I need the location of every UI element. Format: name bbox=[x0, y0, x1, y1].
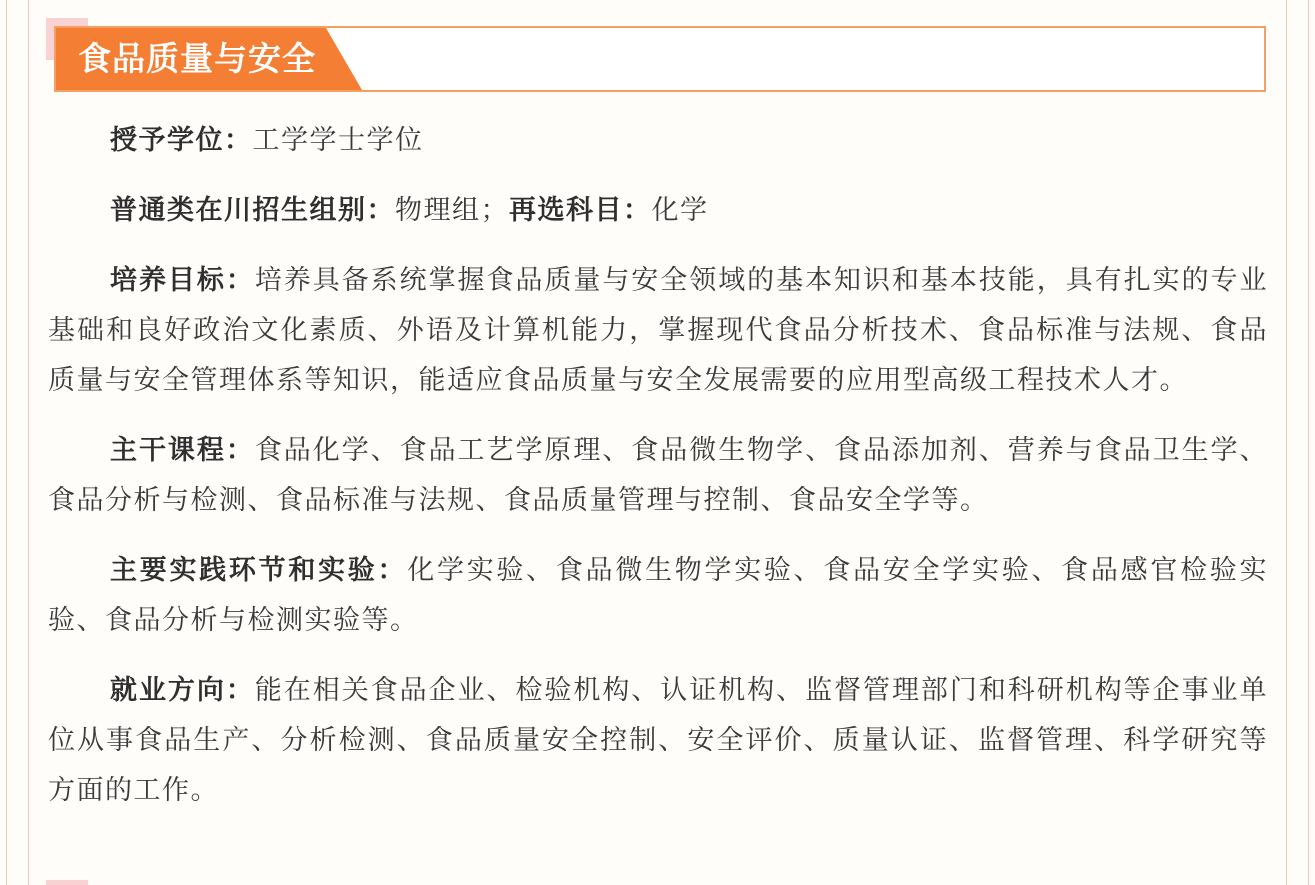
practice-value: 化学实验、食品微生物学实验、食品安全学实验、食品感官检验实验、食品分析与检测实验等。 bbox=[48, 555, 1269, 636]
courses-value: 食品化学、食品工艺学原理、食品微生物学、食品添加剂、营养与食品卫生学、食品分析与检测、食品标准与法规、食品质量管理与控制、食品安全学等。 bbox=[48, 435, 1269, 516]
career-paragraph bbox=[48, 666, 1268, 816]
career-value: 能在相关食品企业、检验机构、认证机构、监督管理部门和科研机构等企事业单位从事食品生产、分析检测、食品质量安全控制、安全评价、质量认证、监督管理、科学研究等方面的工作。 bbox=[48, 675, 1269, 806]
major-description bbox=[48, 116, 1268, 836]
degree-value: 工学学士学位 bbox=[252, 125, 424, 156]
admission-group-value: 物理组； bbox=[395, 195, 509, 226]
practice-paragraph bbox=[48, 546, 1268, 646]
career-label: 就业方向： bbox=[110, 675, 255, 706]
admission-group-label: 普通类在川招生组别： bbox=[110, 195, 395, 226]
section-title: 食品质量与安全 bbox=[78, 39, 316, 78]
elective-subject-label: 再选科目： bbox=[509, 195, 652, 226]
goal-label: 培养目标： bbox=[110, 265, 255, 296]
left-border-rule bbox=[0, 0, 29, 885]
practice-label: 主要实践环节和实验： bbox=[110, 555, 408, 586]
goal-value: 培养具备系统掌握食品质量与安全领域的基本知识和基本技能，具有扎实的专业基础和良好政治文化素质、外语及计算机能力，掌握现代食品分析技术、食品标准与法规、食品质量与安全管理体系等知识，能适应食品质量与安全发展需要的应用型高级工程技术人才。 bbox=[48, 265, 1269, 396]
decorative-square-bottom bbox=[46, 880, 88, 885]
courses-label: 主干课程： bbox=[110, 435, 255, 466]
admission-paragraph bbox=[48, 186, 1268, 236]
elective-subject-value: 化学 bbox=[651, 195, 709, 226]
right-border-rule bbox=[1286, 0, 1315, 885]
degree-paragraph bbox=[48, 116, 1268, 166]
courses-paragraph bbox=[48, 426, 1268, 526]
degree-label: 授予学位： bbox=[110, 125, 253, 156]
goal-paragraph bbox=[48, 256, 1268, 406]
